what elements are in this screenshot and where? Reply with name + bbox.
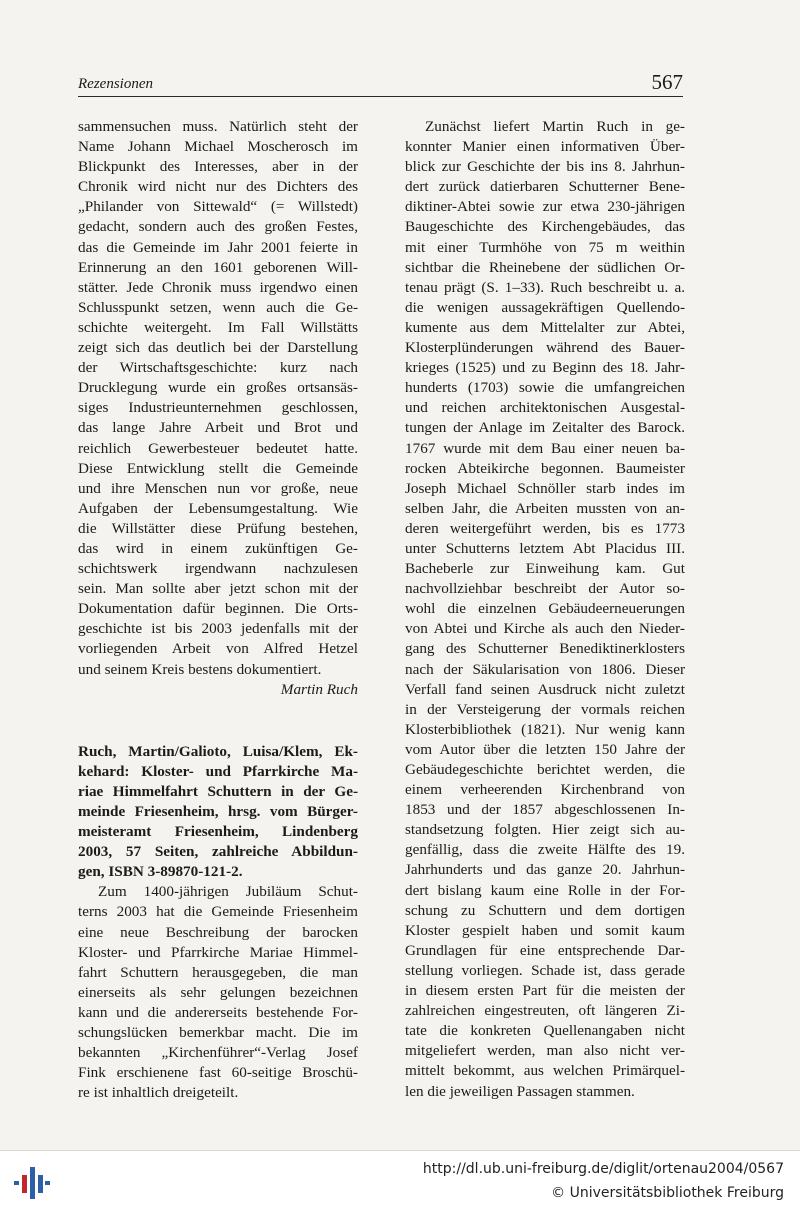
copyright-notice: © Universitätsbibliothek Freiburg bbox=[551, 1185, 784, 1201]
text-line: Fink erschienene fast 60-seitige Broschü- bbox=[78, 1064, 358, 1082]
text-line: bekannten „Kirchenführer“-Verlag Josef bbox=[78, 1044, 358, 1062]
text-line: blick zur Geschichte der bis ins 8. Jahrhun- bbox=[405, 158, 685, 176]
text-line: meinde Friesenheim, hrsg. vom Bürger- bbox=[78, 803, 358, 820]
text-line: 1853 und der 1857 abgeschlossenen In- bbox=[405, 801, 685, 819]
text-line: schung zu Schuttern und dem dortigen bbox=[405, 901, 685, 919]
text-line: und seinem Kreis bestens dokumentiert. bbox=[78, 660, 322, 678]
text-line: gen, ISBN 3-89870-121-2. bbox=[78, 863, 243, 881]
text-line: Kloster gespielt haben und somit kaum bbox=[405, 921, 685, 939]
text-line: Jahrhunderts und das ganze 20. Jahrhun- bbox=[405, 861, 685, 879]
text-line: tate die konkreten Quellenangaben nicht bbox=[405, 1022, 685, 1040]
text-line: Drucklegung wurde ein großes ortsansäs- bbox=[78, 379, 358, 397]
text-line: schichte weitergeht. Im Fall Willstätts bbox=[78, 318, 358, 336]
review-heading bbox=[78, 742, 358, 883]
text-line: tungen der Anlage im Zeitalter des Barock. bbox=[405, 419, 685, 437]
text-line: Zunächst liefert Martin Ruch in ge- bbox=[425, 118, 685, 135]
text-line: Blickpunkt des Interesses, aber in der bbox=[78, 158, 358, 176]
text-line: riae Himmelfahrt Schuttern in der Ge- bbox=[78, 782, 358, 800]
library-logo-icon bbox=[12, 1165, 52, 1201]
text-line: Name Johann Michael Moscherosch im bbox=[78, 138, 358, 156]
text-line: mitgeliefert werden, man also nicht ver- bbox=[405, 1042, 685, 1060]
text-line: 1767 wurde mit dem Bau einer neuen ba- bbox=[405, 439, 685, 457]
text-line: sammensuchen muss. Natürlich steht der bbox=[78, 118, 358, 135]
text-line: selben Jahr, die Arbeiten mussten von an- bbox=[405, 499, 685, 517]
text-line: krieges (1525) und zu Beginn des 18. Jahr- bbox=[405, 359, 685, 377]
text-line: und ihre Menschen nun vor große, neue bbox=[78, 479, 358, 497]
text-line: Gebäudegeschichte berichtet werden, die bbox=[405, 761, 685, 778]
text-line: „Philander von Sittewald“ (= Willstedt) bbox=[78, 198, 358, 216]
text-line: in der Versteigerung der vormals reichen bbox=[405, 700, 685, 718]
text-line: die wenigen aussagekräftigen Quellendo- bbox=[405, 298, 685, 316]
section-gap bbox=[78, 700, 358, 742]
text-line: Chronik wird nicht nur des Dichters des bbox=[78, 178, 358, 196]
text-line: Klosterbibliothek (1821). Nur wenig kann bbox=[405, 720, 685, 738]
text-line: einem verheerenden Kirchenbrand von bbox=[405, 781, 685, 799]
text-line: dert zurück datierbaren Schutterner Bene- bbox=[405, 178, 685, 196]
text-line: schungslücken bemerkbar macht. Die im bbox=[78, 1024, 358, 1042]
text-line: stätter. Jede Chronik muss irgendwo einen bbox=[78, 278, 358, 296]
text-line: Diese Entwicklung stellt die Gemeinde bbox=[78, 459, 358, 477]
text-line: zahlreichen eingestreuten, oft längeren Zi- bbox=[405, 1002, 685, 1020]
text-line: Dokumentation dafür beginnen. Die Orts- bbox=[78, 600, 358, 618]
left-paragraph-2 bbox=[78, 882, 358, 1103]
text-line: siges Industrieunternehmen geschlossen, bbox=[78, 399, 358, 417]
text-line: rocken Abteikirche begonnen. Baumeister bbox=[405, 459, 685, 477]
text-line: Klosterplünderungen während des Bauer- bbox=[405, 339, 685, 357]
text-line: gang des Schutterner Benediktinerklosters bbox=[405, 640, 685, 658]
text-line: dert bislang kaum eine Rolle in der For- bbox=[405, 881, 685, 899]
source-url-link[interactable]: http://dl.ub.uni-freiburg.de/diglit/ortenau2004/0567 bbox=[422, 1161, 784, 1177]
section-title: Rezensionen bbox=[78, 76, 153, 92]
text-line: nachvollziehbar beschreibt der Autor so- bbox=[405, 580, 685, 598]
text-line: Verfall fand seinen Ausdruck nicht zuletzt bbox=[405, 680, 685, 698]
text-line: vom Autor über die letzten 150 Jahre der bbox=[405, 740, 685, 758]
footer-bar bbox=[0, 1150, 800, 1213]
text-line: Ruch, Martin/Galioto, Luisa/Klem, Ek- bbox=[78, 742, 358, 760]
text-line: wohl die einzelnen Gebäudeerneuerungen bbox=[405, 600, 685, 618]
text-line: Grundlagen für eine entsprechende Dar- bbox=[405, 941, 685, 959]
text-line: reichlich Gewerbesteuer bedeutet hatte. bbox=[78, 439, 358, 457]
text-line: terns 2003 hat die Gemeinde Friesenheim bbox=[78, 903, 358, 921]
text-line: eine neue Beschreibung der barocken bbox=[78, 923, 358, 941]
text-line: die Willstätter diese Prüfung bestehen, bbox=[78, 519, 358, 537]
text-line: kehard: Kloster- und Pfarrkirche Ma- bbox=[78, 762, 358, 780]
text-line: Baugeschichte des Kirchengebäudes, das bbox=[405, 218, 685, 236]
text-line: kumente aus dem Mittelalter zur Abtei, bbox=[405, 318, 685, 336]
text-line: das die Gemeinde im Jahr 2001 feierte in bbox=[78, 238, 358, 256]
text-line: tenau prägt (S. 1–33). Ruch beschreibt u. a. bbox=[405, 278, 685, 296]
text-line: len die jeweiligen Passagen stammen. bbox=[405, 1082, 635, 1100]
text-line: stellung vorliegen. Schade ist, dass gerade bbox=[405, 961, 685, 979]
text-line: sichtbar die Rheinebene der südlichen Or- bbox=[405, 258, 685, 276]
text-line: diktiner-Abtei sowie zur etwa 230-jährigen bbox=[405, 198, 685, 216]
text-line: Erinnerung an den 1601 geborenen Will- bbox=[78, 258, 358, 276]
text-line: vorliegenden Arbeit von Alfred Hetzel bbox=[78, 640, 358, 658]
text-line: deren weitergeführt werden, bis es 1773 bbox=[405, 519, 685, 537]
left-column bbox=[78, 117, 358, 1103]
text-line: Joseph Michael Schnöller starb indes im bbox=[405, 479, 685, 497]
text-line: nach der Säkularisation von 1806. Dieser bbox=[405, 660, 685, 678]
text-line: sein. Man sollte aber jetzt schon mit der bbox=[78, 580, 358, 598]
text-line: gedacht, sondern auch des großen Festes, bbox=[78, 218, 358, 236]
text-line: mittelt bekommt, aus welchen Primärquel- bbox=[405, 1062, 685, 1080]
author-signature: Martin Ruch bbox=[280, 680, 358, 698]
text-line: das wird in einem zukünftigen Ge- bbox=[78, 539, 358, 557]
text-line: geschichte ist bis 2003 jedenfalls mit der bbox=[78, 620, 358, 638]
text-line: von Abtei und Kirche als auch den Nieder- bbox=[405, 620, 685, 638]
text-line: genfällig, dass die zweite Hälfte des 19. bbox=[405, 841, 685, 859]
right-column bbox=[405, 117, 685, 1102]
text-line: fahrt Schuttern herausgegeben, die man bbox=[78, 963, 358, 981]
text-line: Kloster- und Pfarrkirche Mariae Himmel- bbox=[78, 943, 358, 961]
text-line: einerseits als sehr gelungen bezeichnen bbox=[78, 983, 358, 1001]
text-line: Bacheberle zur Einweihung kam. Gut bbox=[405, 560, 685, 578]
left-paragraph-1 bbox=[78, 117, 358, 680]
text-line: 2003, 57 Seiten, zahlreiche Abbildun- bbox=[78, 843, 358, 861]
text-line: Schlusspunkt setzen, wenn auch die Ge- bbox=[78, 298, 358, 316]
text-line: unter Schutterns letztem Abt Placidus III. bbox=[405, 539, 685, 557]
text-line: meisteramt Friesenheim, Lindenberg bbox=[78, 823, 358, 841]
text-line: Zum 1400-jährigen Jubiläum Schut- bbox=[98, 883, 358, 901]
text-line: in diesem ersten Part für die meisten der bbox=[405, 982, 685, 1000]
page-number: 567 bbox=[651, 70, 683, 94]
text-line: der Wirtschaftsgeschichte: kurz nach bbox=[78, 359, 358, 377]
right-paragraph-1 bbox=[405, 117, 685, 1102]
text-line: mit einer Turmhöhe von 75 m weithin bbox=[405, 238, 685, 256]
text-line: zeigt sich das deutlich bei der Darstellung bbox=[78, 339, 358, 357]
text-line: Aufgaben der Lebensumgestaltung. Wie bbox=[78, 499, 358, 517]
text-line: konnter Manier einen informativen Über- bbox=[405, 138, 685, 156]
running-head bbox=[78, 70, 683, 97]
text-line: kann und die andererseits bestehende For- bbox=[78, 1003, 358, 1021]
text-line: schichtswerk irgendwann nachzulesen bbox=[78, 560, 358, 578]
text-line: hunderts (1703) sowie die umfangreichen bbox=[405, 379, 685, 397]
text-line: standsetzung folgten. Hier zeigt sich au- bbox=[405, 821, 685, 839]
text-line: und reichen architektonischen Ausgestal- bbox=[405, 399, 685, 417]
text-line: das lange Jahre Arbeit und Brot und bbox=[78, 419, 358, 437]
text-line: re ist inhaltlich dreigeteilt. bbox=[78, 1084, 239, 1102]
